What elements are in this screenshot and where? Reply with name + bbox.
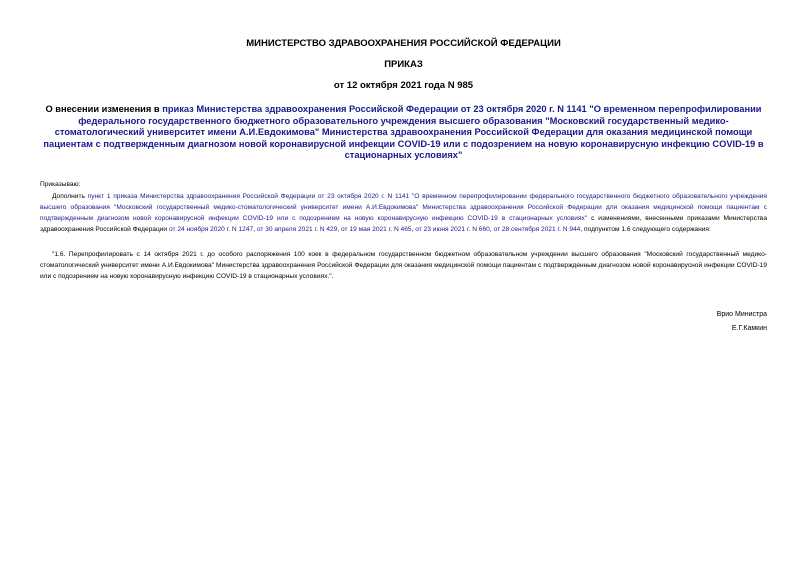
orders-intro: Приказываю: xyxy=(40,181,81,188)
paragraph-main xyxy=(40,191,767,235)
order-1141-link[interactable]: пункт 1 приказа Министерства здравоохранения Российской Федерации от 23 октября 2020 г. N 1141 "О временном перепрофилировании федерального государственного бюджетного образовательного учреждения высшего образования "Московский государственный медико-стоматологический университет имени А.И.Евдокимова" Министерства здравоохранения Российской Федерации для оказания медицинской помощи пациентам с подтвержденным диагнозом новой коронавирусной инфекции COVID-19 или с подозрением на новую коронавирусную инфекцию COVID-19 в стационарных условиях" xyxy=(40,193,767,222)
signature-name: Е.Г.Камкин xyxy=(731,325,767,332)
signature-position: Врио Министра xyxy=(716,311,767,318)
paragraph-quote: "1.6. Перепрофилировать с 14 октября 2021 г. до особого распоряжения 100 коек в федеральном государственном бюджетном образовательном учреждении высшего образования "Московский государственный медико-стоматологический университет имени А.И.Евдокимова" Министерства здравоохранения Российской Федерации для оказания медицинской помощи пациентам с подтвержденным диагнозом новой коронавирусной инфекции COVID-19 или с подозрением на новую коронавирусную инфекцию COVID-19 в стационарных условиях.". xyxy=(40,251,767,280)
paragraph-main-text-2: с изменениями, внесенными приказами Министерства здравоохранения Российской Федерации xyxy=(40,215,767,233)
document-type-heading: ПРИКАЗ xyxy=(384,59,423,70)
paragraph-main-text-6: , xyxy=(489,226,494,233)
document-date-number: от 12 октября 2021 года N 985 xyxy=(333,80,474,91)
paragraph-main-text-5: , xyxy=(411,226,416,233)
paragraph-main-text-1: Дополнить xyxy=(52,193,88,200)
document-title xyxy=(40,104,767,162)
order-660-link[interactable]: от 23 июня 2021 г. N 660 xyxy=(415,226,490,233)
paragraph-main-text-4: , xyxy=(337,226,342,233)
ministry-heading: МИНИСТЕРСТВО ЗДРАВООХРАНЕНИЯ РОССИЙСКОЙ ФЕДЕРАЦИИ xyxy=(246,38,561,49)
order-429-link[interactable]: от 30 апреля 2021 г. N 429 xyxy=(256,226,338,233)
paragraph-main-text-3: , xyxy=(253,226,257,233)
order-465-link[interactable]: от 19 мая 2021 г. N 465 xyxy=(341,226,412,233)
order-944-link[interactable]: от 28 сентября 2021 г. N 944 xyxy=(493,226,581,233)
order-1247-link[interactable]: от 24 ноября 2020 г. N 1247 xyxy=(168,226,254,233)
paragraph-main-text-7: , подпунктом 1.6 следующего содержания: xyxy=(580,226,711,233)
title-prefix: О внесении изменения в xyxy=(45,104,163,114)
title-order-link[interactable]: приказ Министерства здравоохранения Российской Федерации от 23 октября 2020 г. N 1141 "О временном перепрофилировании федерального государственного бюджетного образовательного учреждения высшего образования "Московский государственный медико-стоматологический университет имени А.И.Евдокимова" Министерства здравоохранения Российской Федерации для оказания медицинской помощи пациентам с подтвержденным диагнозом новой коронавирусной инфекции COVID-19 или с подозрением на новую коронавирусную инфекцию COVID-19 в стационарных условиях" xyxy=(43,104,764,160)
